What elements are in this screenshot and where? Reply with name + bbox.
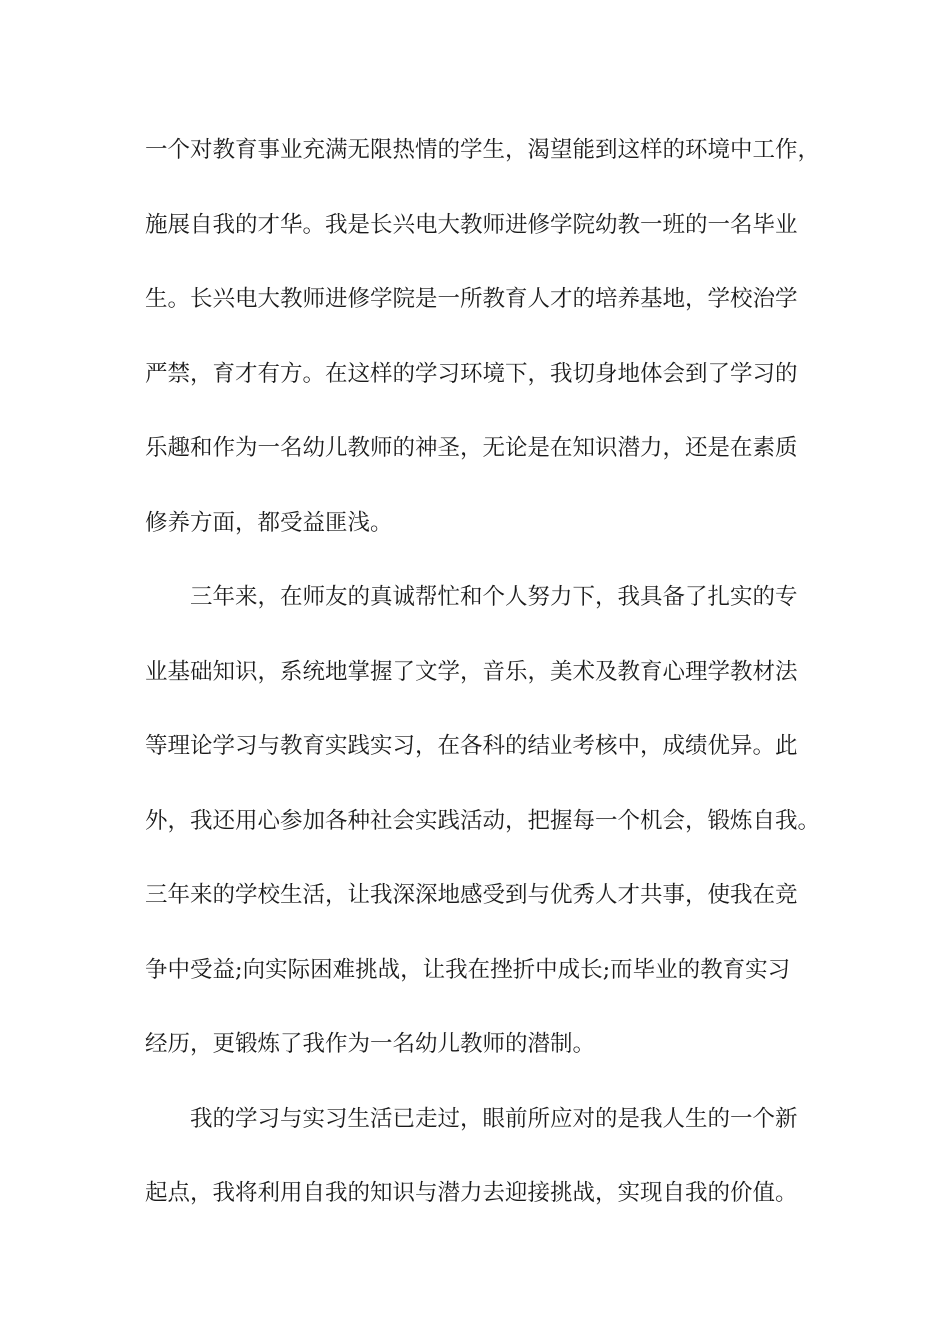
text-line: 施展自我的才华。我是长兴电大教师进修学院幼教一班的一名毕业 bbox=[145, 211, 798, 238]
text-line: 严禁，育才有方。在这样的学习环境下，我切身地体会到了学习的 bbox=[145, 360, 798, 387]
text-line: 起点，我将利用自我的知识与潜力去迎接挑战，实现自我的价值。 bbox=[145, 1180, 798, 1206]
text-line: 经历，更锻炼了我作为一名幼儿教师的潜制。 bbox=[145, 1031, 596, 1057]
text-line: 等理论学习与教育实践实习，在各科的结业考核中，成绩优异。此 bbox=[145, 733, 798, 759]
text-line: 业基础知识，系统地掌握了文学，音乐，美术及教育心理学教材法 bbox=[145, 658, 798, 685]
text-line: 争中受益;向实际困难挑战，让我在挫折中成长;而毕业的教育实习 bbox=[145, 956, 791, 983]
text-line: 生。长兴电大教师进修学院是一所教育人才的培养基地，学校治学 bbox=[145, 286, 798, 312]
text-line: 修养方面，都受益匪浅。 bbox=[145, 509, 393, 536]
paragraph-start-line: 我的学习与实习生活已走过，眼前所应对的是我人生的一个新 bbox=[190, 1105, 798, 1132]
body-text bbox=[145, 128, 825, 1246]
paragraph-start-line: 三年来，在师友的真诚帮忙和个人努力下，我具备了扎实的专 bbox=[190, 584, 798, 610]
text-line: 外，我还用心参加各种社会实践活动，把握每一个机会，锻炼自我。 bbox=[145, 807, 821, 834]
text-line: 一个对教育事业充满无限热情的学生，渴望能到这样的环境中工作， bbox=[145, 137, 821, 163]
text-line: 乐趣和作为一名幼儿教师的神圣，无论是在知识潜力，还是在素质 bbox=[145, 435, 798, 461]
text-line: 三年来的学校生活，让我深深地感受到与优秀人才共事，使我在竞 bbox=[145, 882, 798, 908]
